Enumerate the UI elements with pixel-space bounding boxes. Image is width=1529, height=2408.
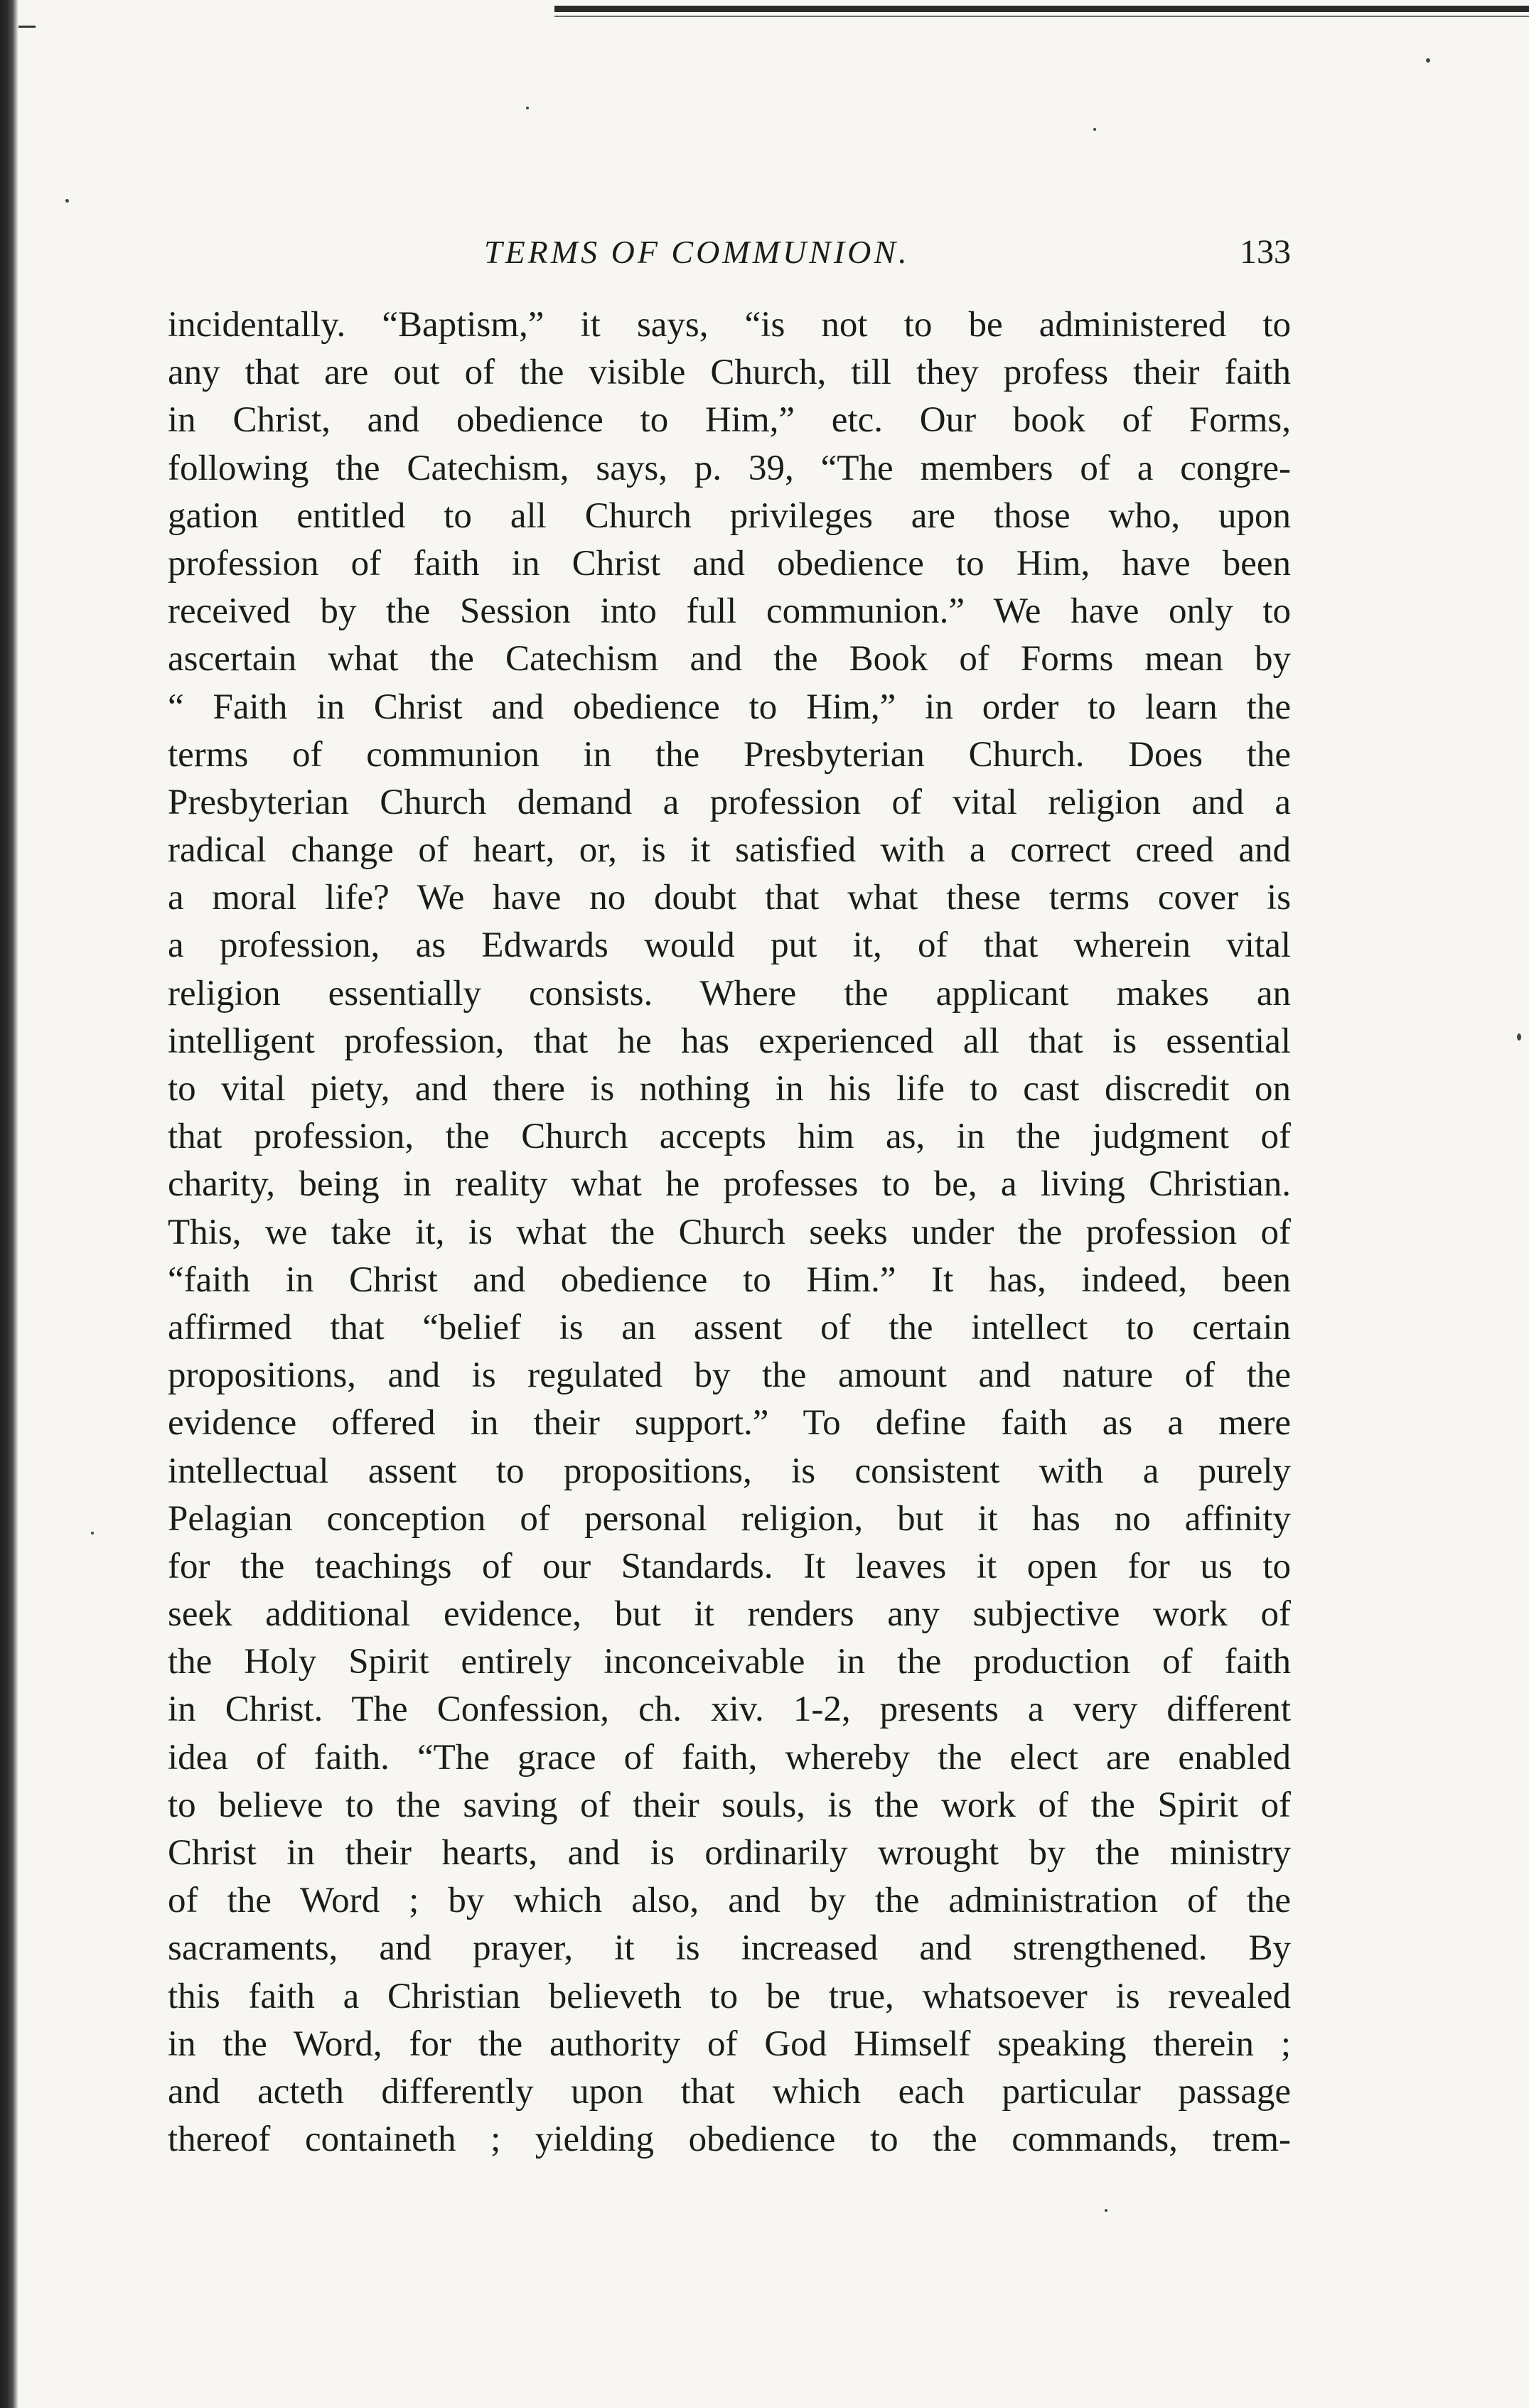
body-line: evidence offered in their support.” To define faith as a mere bbox=[168, 1403, 1291, 1444]
body-line: in the Word, for the authority of God Himself speaking therein ; bbox=[168, 2023, 1291, 2064]
body-line: Christ in their hearts, and is ordinarily wrought by the ministry bbox=[168, 1833, 1291, 1873]
body-line: intellectual assent to propositions, is consistent with a purely bbox=[168, 1451, 1291, 1491]
binding-edge bbox=[0, 0, 18, 2408]
body-line: incidentally. “Baptism,” it says, “is not to be administered to bbox=[168, 305, 1291, 345]
body-line: radical change of heart, or, is it satisfied with a correct creed and bbox=[168, 830, 1291, 871]
body-line: terms of communion in the Presbyterian Church. Does the bbox=[168, 734, 1291, 775]
running-head-title: TERMS OF COMMUNION. bbox=[484, 234, 910, 270]
body-line: and acteth differently upon that which each particular passage bbox=[168, 2071, 1291, 2112]
scan-speck bbox=[526, 107, 529, 109]
scan-speck bbox=[65, 199, 69, 203]
body-line: to believe to the saving of their souls, is the work of the Spirit of bbox=[168, 1785, 1291, 1825]
body-line: gation entitled to all Church privileges are those who, upon bbox=[168, 495, 1291, 536]
body-line: in Christ, and obedience to Him,” etc. Our book of Forms, bbox=[168, 400, 1291, 441]
scan-speck bbox=[91, 1532, 94, 1534]
body-line: of the Word ; by which also, and by the administration of the bbox=[168, 1881, 1291, 1921]
body-line: that profession, the Church accepts him as, in the judgment of bbox=[168, 1117, 1291, 1157]
body-line: a profession, as Edwards would put it, of that wherein vital bbox=[168, 925, 1291, 966]
top-scan-rule bbox=[554, 6, 1529, 12]
body-line: idea of faith. “The grace of faith, whereby the elect are enabled bbox=[168, 1737, 1291, 1778]
top-scan-rule-thin bbox=[554, 16, 1529, 17]
body-line: “faith in Christ and obedience to Him.” It has, indeed, been bbox=[168, 1259, 1291, 1300]
body-line: propositions, and is regulated by the amount and nature of the bbox=[168, 1355, 1291, 1396]
body-line: a moral life? We have no doubt that what these terms cover is bbox=[168, 878, 1291, 918]
scan-speck bbox=[1093, 128, 1096, 131]
body-line: charity, being in reality what he professes to be, a living Christian. bbox=[168, 1164, 1291, 1205]
body-line: affirmed that “belief is an assent of the intellect to certain bbox=[168, 1307, 1291, 1348]
page-number: 133 bbox=[1240, 233, 1291, 271]
binding-mark bbox=[18, 26, 36, 28]
running-head bbox=[168, 220, 1291, 284]
body-line: in Christ. The Confession, ch. xiv. 1-2, presents a very different bbox=[168, 1689, 1291, 1730]
body-line: “ Faith in Christ and obedience to Him,” in order to learn the bbox=[168, 687, 1291, 727]
body-line: seek additional evidence, but it renders any subjective work of bbox=[168, 1594, 1291, 1635]
body-line: received by the Session into full communion.” We have only to bbox=[168, 591, 1291, 632]
body-line: for the teachings of our Standards. It leaves it open for us to bbox=[168, 1546, 1291, 1586]
body-line: sacraments, and prayer, it is increased and strengthened. By bbox=[168, 1928, 1291, 1969]
body-line: profession of faith in Christ and obedience to Him, have been bbox=[168, 543, 1291, 584]
body-line: thereof containeth ; yielding obedience to the commands, trem- bbox=[168, 2119, 1291, 2160]
body-line: intelligent profession, that he has experienced all that is essential bbox=[168, 1021, 1291, 1061]
scan-speck bbox=[1105, 2209, 1107, 2212]
body-line: this faith a Christian believeth to be true, whatsoever is revealed bbox=[168, 1976, 1291, 2016]
body-line: following the Catechism, says, p. 39, “The members of a congre- bbox=[168, 448, 1291, 488]
body-line: to vital piety, and there is nothing in his life to cast discredit on bbox=[168, 1069, 1291, 1109]
body-line: any that are out of the visible Church, till they profess their faith bbox=[168, 353, 1291, 393]
body-line: ascertain what the Catechism and the Book of Forms mean by bbox=[168, 639, 1291, 679]
body-line: religion essentially consists. Where the applicant makes an bbox=[168, 973, 1291, 1014]
scan-speck bbox=[1426, 58, 1430, 63]
body-line: Presbyterian Church demand a profession of vital religion and a bbox=[168, 782, 1291, 822]
page-body bbox=[168, 301, 1291, 2164]
scan-speck bbox=[1517, 1033, 1521, 1041]
body-line: Pelagian conception of personal religion, but it has no affinity bbox=[168, 1498, 1291, 1539]
body-line: This, we take it, is what the Church seeks under the profession of bbox=[168, 1212, 1291, 1252]
body-line: the Holy Spirit entirely inconceivable in the production of faith bbox=[168, 1642, 1291, 1682]
